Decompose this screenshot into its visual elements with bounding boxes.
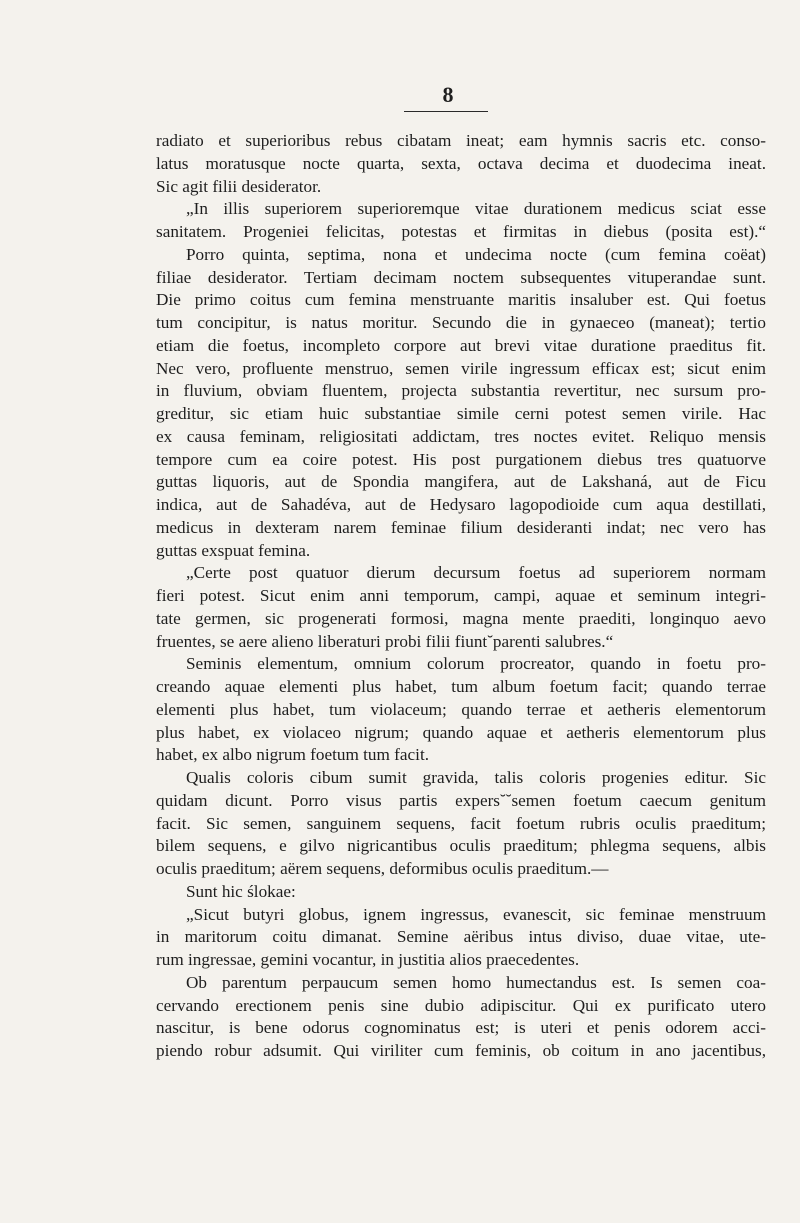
text-line: quidam dicunt. Porro visus partis expers˘˘semen foetum caecum genitum xyxy=(156,790,766,810)
text-line: rum ingressae, gemini vocantur, in justitia alios praecedentes. xyxy=(156,950,580,969)
text-line: fruentes, se aere alieno liberaturi probi filii fiunt˘parenti salubres.“ xyxy=(156,631,614,651)
text-line: Nec vero, profluente menstruo, semen virile ingressum efficax est; sicut enim xyxy=(156,358,766,378)
text-line: Sic agit filii desiderator. xyxy=(156,176,322,196)
text-line: fieri potest. Sicut enim anni temporum, campi, aquae et seminum integri- xyxy=(156,586,766,605)
text-line: filiae desiderator. Tertiam decimam noctem subsequentes vituperandae sunt. xyxy=(156,267,766,287)
text-line: Porro quinta, septima, nona et undecima nocte (cum femina coëat) xyxy=(186,244,766,264)
text-line: in maritorum coitu dimanat. Semine aëribus intus diviso, duae vitae, ute- xyxy=(156,927,766,947)
text-line: Ob parentum perpaucum semen homo humectandus est. Is semen coa- xyxy=(186,972,766,992)
text-line: Qualis coloris cibum sumit gravida, talis coloris progenies editur. Sic xyxy=(186,768,766,787)
text-line: sanitatem. Progeniei felicitas, potestas et firmitas in diebus (posita est).“ xyxy=(156,222,766,241)
text-line: Seminis elementum, omnium colorum procreator, quando in foetu pro- xyxy=(186,654,766,674)
text-line: cervando erectionem penis sine dubio adipiscitur. Qui ex purificato utero xyxy=(156,995,766,1015)
text-line: guttas liquoris, aut de Spondia mangifera, aut de Lakshaná, aut de Ficu xyxy=(156,472,766,492)
text-line: Sunt hic ślokae: xyxy=(186,881,296,901)
text-line: nascitur, is bene odorus cognominatus est; is uteri et penis odorem acci- xyxy=(156,1018,766,1038)
text-line: radiato et superioribus rebus cibatam ineat; eam hymnis sacris etc. conso- xyxy=(156,131,766,150)
text-line: Die primo coitus cum femina menstruante maritis insaluber est. Qui foetus xyxy=(156,290,766,310)
text-line: „Certe post quatuor dierum decursum foetus ad superiorem normam xyxy=(186,563,766,583)
text-line: tate germen, sic progenerati formosi, magna mente praediti, longinquo aevo xyxy=(156,608,766,628)
text-line: tum concipitur, is natus moritur. Secundo die in gynaeceo (maneat); tertio xyxy=(156,313,766,332)
text-line: elementi plus habet, tum violaceum; quando terrae et aetheris elementorum xyxy=(156,699,766,719)
text-line: „Sicut butyri globus, ignem ingressus, evanescit, sic feminae menstruum xyxy=(186,904,766,924)
text-line: facit. Sic semen, sanguinem sequens, facit foetum rubris oculis praeditum; xyxy=(156,813,766,833)
text-line: habet, ex albo nigrum foetum tum facit. xyxy=(156,745,430,765)
text-line: „In illis superiorem superioremque vitae durationem medicus sciat esse xyxy=(186,199,766,219)
text-line: ex causa feminam, religiositati addictam, tres noctes evitet. Reliquo mensis xyxy=(156,426,766,446)
text-line: bilem sequens, e gilvo nigricantibus oculis praeditum; phlegma sequens, albis xyxy=(156,836,766,856)
page-number: 8 xyxy=(442,82,454,107)
text-line: in fluvium, obviam fluentem, projecta substantia revertitur, nec sursum pro- xyxy=(156,381,766,401)
text-line: latus moratusque nocte quarta, sexta, octava decima et duodecima ineat. xyxy=(156,153,766,173)
text-line: oculis praeditum; aërem sequens, deformibus oculis praeditum.— xyxy=(156,859,609,878)
text-line: indica, aut de Sahadéva, aut de Hedysaro lagopodioide cum aqua destillati, xyxy=(156,495,766,514)
text-line: guttas exspuat femina. xyxy=(156,540,311,560)
text-line: tempore cum ea coire potest. His post purgationem diebus tres quatuorve xyxy=(156,449,766,469)
text-line: greditur, sic etiam huic substantiae simile cerni potest semen virile. Hac xyxy=(156,404,766,423)
body-text xyxy=(156,130,766,1063)
page-number-rule xyxy=(404,111,488,112)
text-line: etiam die foetus, incompleto corpore aut brevi vitae duratione praeditus fit. xyxy=(156,335,766,355)
text-line: creando aquae elementi plus habet, tum album foetum facit; quando terrae xyxy=(156,677,766,696)
text-line: piendo robur adsumit. Qui viriliter cum feminis, ob coitum in ano jacentibus, xyxy=(156,1041,766,1060)
text-line: medicus in dexteram narem feminae filium desideranti indat; nec vero has xyxy=(156,517,766,537)
text-line: plus habet, ex violaceo nigrum; quando aquae et aetheris elementorum plus xyxy=(156,722,766,742)
